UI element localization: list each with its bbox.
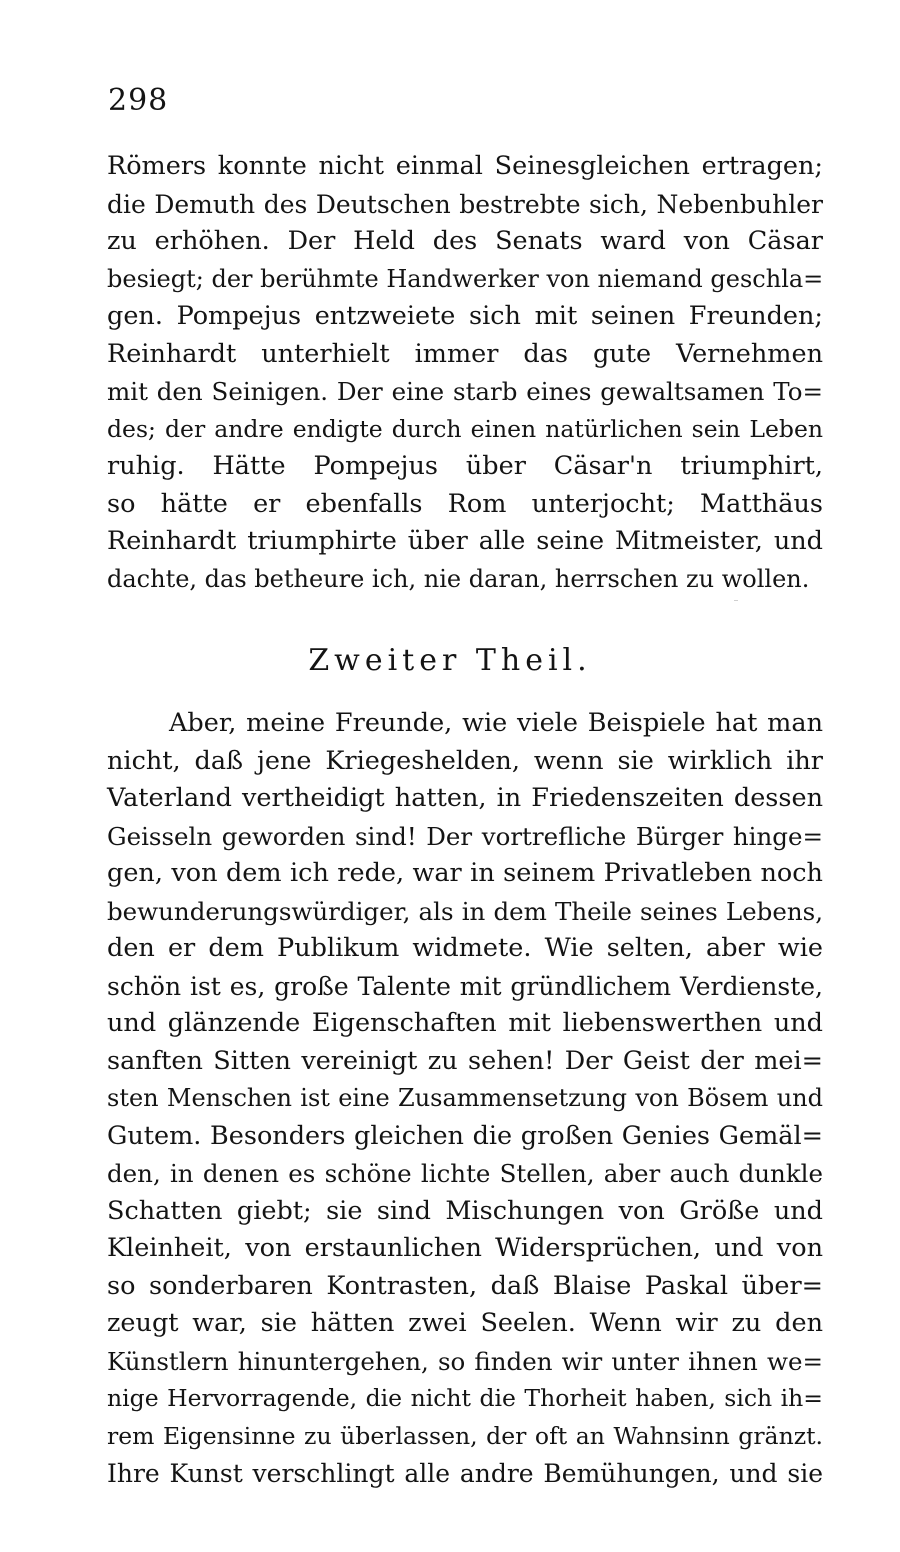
text-line: die Demuth des Deutschen bestrebte sich, Nebenbuhler (107, 189, 823, 219)
paragraph-part-two (107, 705, 823, 1493)
text-line: mit den Seinigen. Der eine starb eines gewaltsamen To= (107, 377, 823, 406)
text-line: schön ist es, große Talente mit gründlichem Verdienste, (107, 971, 823, 1001)
text-line: Künstlern hinuntergehen, so finden wir unter ihnen we= (107, 1346, 823, 1376)
text-line: gen, von dem ich rede, war in seinem Privatleben noch (107, 858, 823, 888)
text-line: sten Menschen ist eine Zusammensetzung von Bösem und (107, 1084, 823, 1112)
text-line: des; der andre endigte durch einen natürlichen sein Leben (107, 414, 823, 443)
text-line: Römers konnte nicht einmal Seinesgleichen ertragen; (107, 151, 823, 181)
text-line: gen. Pompejus entzweiete sich mit seinen Freunden; (107, 301, 823, 331)
text-line: Geisseln geworden sind! Der vortrefliche Bürger hinge= (107, 821, 823, 851)
text-line: zu erhöhen. Der Held des Senats ward von Cäsar (107, 226, 823, 256)
text-line: sanften Sitten vereinigt zu sehen! Der Geist der mei= (107, 1045, 823, 1076)
text-line: so sonderbaren Kontrasten, daß Blaise Paskal über= (107, 1270, 823, 1301)
text-line: Reinhardt triumphirte über alle seine Mitmeister, und (107, 526, 823, 556)
text-line: bewunderungswürdiger, als in dem Theile seines Lebens, (107, 896, 823, 926)
text-line: Aber, meine Freunde, wie viele Beispiele hat man (169, 708, 823, 738)
text-line: zeugt war, sie hätten zwei Seelen. Wenn wir zu den (107, 1308, 823, 1338)
text-line: Ihre Kunst verschlingt alle andre Bemühungen, und sie (107, 1459, 823, 1488)
paper-speck (734, 600, 738, 601)
text-line: Reinhardt unterhielt immer das gute Vernehmen (107, 338, 823, 369)
text-line: dachte, das betheure ich, nie daran, herrschen zu wollen. (107, 564, 810, 593)
text-line: ruhig. Hätte Pompejus über Cäsar'n triumphirt, (107, 451, 823, 481)
text-line: besiegt; der berühmte Handwerker von niemand geschla= (107, 264, 824, 293)
page-number: 298 (108, 83, 169, 118)
text-line: nicht, daß jene Kriegeshelden, wenn sie wirklich ihr (107, 745, 823, 776)
text-line: rem Eigensinne zu überlassen, der oft an Wahnsinn gränzt. (107, 1421, 823, 1450)
text-line: den er dem Publikum widmete. Wie selten, aber wie (107, 933, 823, 963)
section-heading: Zweiter Theil. (308, 643, 592, 678)
text-line: so hätte er ebenfalls Rom unterjocht; Matthäus (107, 488, 823, 519)
text-line: Schatten giebt; sie sind Mischungen von Größe und (107, 1195, 823, 1226)
text-line: und glänzende Eigenschaften mit liebenswerthen und (107, 1008, 823, 1038)
text-line: den, in denen es schöne lichte Stellen, aber auch dunkle (107, 1159, 823, 1188)
text-line: Vaterland vertheidigt hatten, in Friedenszeiten dessen (107, 783, 823, 813)
text-line: Gutem. Besonders gleichen die großen Genies Gemäl= (107, 1120, 823, 1151)
paragraph-part-one (107, 148, 823, 598)
text-line: nige Hervorragende, die nicht die Thorheit haben, sich ih= (107, 1384, 823, 1412)
text-line: Kleinheit, von erstaunlichen Widersprüchen, und von (107, 1233, 823, 1263)
